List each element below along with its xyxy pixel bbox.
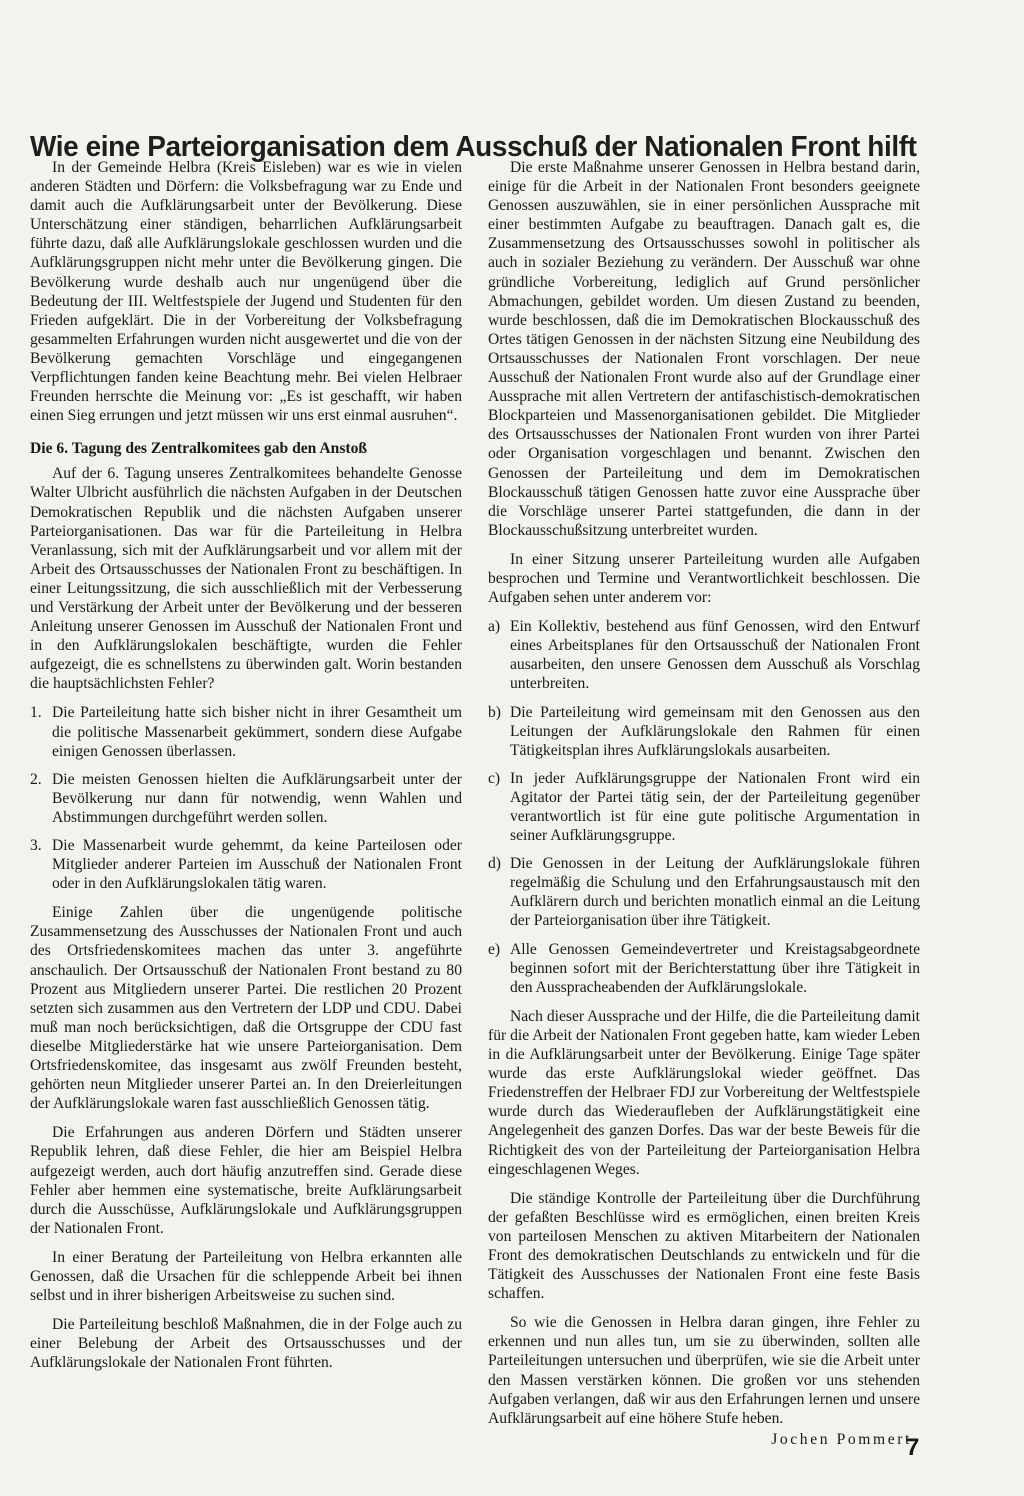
task-item xyxy=(488,940,920,997)
page-number: 7 xyxy=(906,1434,920,1461)
paragraph-erfahrungen: Die Erfahrungen aus anderen Dörfern und Städten unserer Republik lehren, daß diese Fehler, die hier am Beispiel Helbra aufgezeigt werden, auch dort häufig anzutreffen sind. Gerade diese Fehler aber hemmen eine systematische, breite Aufklärungsarbeit durch die Ausschüsse, Aufklärungslokale und Aufklärungsgruppen der Nationalen Front. xyxy=(30,1124,462,1237)
fault-text: Die Massenarbeit wurde gehemmt, da keine Parteilosen oder Mitglieder anderer Parteien im Ausschuß der Nationalen Front oder in den Aufklärungslokalen tätig waren. xyxy=(52,837,462,893)
author-signature: Jochen Pommert xyxy=(771,1430,912,1448)
task-marker: e) xyxy=(488,940,501,958)
right-column xyxy=(488,158,920,1449)
fault-marker: 3. xyxy=(30,837,42,854)
task-item xyxy=(488,617,920,693)
left-column xyxy=(30,158,462,1382)
task-text: Ein Kollektiv, bestehend aus fünf Genossen, wird den Entwurf eines Arbeitsplanes für den Ortsausschuß der Nationalen Front ausarbeiten, den unsere Genossen dem Ausschuß als Vorschlag unterbreiten. xyxy=(510,618,920,693)
intro-paragraph: In der Gemeinde Helbra (Kreis Eisleben) war es wie in vielen anderen Städten und Dörfern: die Volksbefragung war zu Ende und damit auch die Aufklärungsarbeit unter der Bevölkerung. Diese Unterschätzung einer ständigen, beharrlichen Aufklärungsarbeit führte dazu, daß alle Aufklärungslokale geschlossen wurden und die Aufklärungsgruppen nicht mehr unter die Bevölkerung gingen. Die Bevölkerung wurde deshalb auch nur ungenügend über die Bedeutung der III. Weltfestspiele der Jugend und Studenten für den Frieden aufgeklärt. Die in der Vorbereitung der Volksbefragung gesammelten Erfahrungen wurden nicht ausgewertet und die von der Bevölkerung gemachten Vorschläge und eingegangenen Verpflichtungen fanden keine Beachtung mehr. Bei vielen Helbraer Freunden herrschte die Meinung vor: „Es ist geschafft, wir haben einen Sieg errungen und jetzt müssen wir uns erst einmal ausruhen“. xyxy=(30,159,462,425)
fault-marker: 1. xyxy=(30,704,42,722)
task-item xyxy=(488,703,920,760)
task-item xyxy=(488,854,920,930)
task-text: Die Genossen in der Leitung der Aufklärungslokale führen regelmäßig die Schulung und den Erfahrungsaustausch mit den Aufklärern durch und berichten monatlich einmal an die Leitung der Parteiorganisation über ihre Tätigkeit. xyxy=(510,855,920,930)
paragraph-beratung: In einer Beratung der Parteileitung von Helbra erkannten alle Genossen, daß die Ursachen für die schleppende Arbeit bei ihnen selbst und in ihrer bisherigen Arbeitsweise zu suchen sind. xyxy=(30,1248,462,1305)
task-list xyxy=(488,617,920,997)
task-text: In jeder Aufklärungsgruppe der Nationalen Front wird ein Agitator der Partei tätig sein, der der Parteileitung gegenüber verantwortlich ist für eine gute politische Argumentation in seiner Aufklärungsgruppe. xyxy=(510,769,920,845)
task-marker: d) xyxy=(488,855,501,873)
fault-text: Die meisten Genossen hielten die Aufklärungsarbeit unter der Bevölkerung nur dann für notwendig, wenn Wahlen und Abstimmungen durchgeführt werden sollen. xyxy=(52,770,462,826)
paragraph-beschluss: Die Parteileitung beschloß Maßnahmen, die in der Folge auch zu einer Belebung der Arbeit des Ortsausschusses und der Aufklärungslokale der Nationalen Front führten. xyxy=(30,1316,462,1372)
paragraph-sitzung: In einer Sitzung unserer Parteileitung wurden alle Aufgaben besprochen und Termine und Verantwortlichkeit beschlossen. Die Aufgaben sehen unter anderem vor: xyxy=(488,550,920,607)
paragraph-zahlen: Einige Zahlen über die ungenügende politische Zusammensetzung des Ausschusses der Nationalen Front und auch des Ortsfriedenskomitees machen das unter 3. angeführte anschaulich. Der Ortsausschuß der Nationalen Front bestand zu 80 Prozent aus Mitgliedern unserer Partei. Die restlichen 20 Prozent setzten sich zusammen aus den Vertretern der LDP und CDU. Dabei muß man noch berücksichtigen, daß die Ortsgruppe der CDU fast dieselbe Mitgliederstärke hat wie unsere Parteiorganisation. Dem Ortsfriedenskomitee, das insgesamt aus zwölf Freunden besteht, gehörten neun Mitglieder unserer Partei an. In den Dreierleitungen der Aufklärungslokale waren fast ausschließlich Genossen tätig. xyxy=(30,904,462,1113)
fault-item xyxy=(30,770,462,827)
task-item xyxy=(488,769,920,845)
paragraph-massnahme: Die erste Maßnahme unserer Genossen in Helbra bestand darin, einige für die Arbeit in der Nationalen Front besonders geeignete Genossen auszuwählen, sie in einer persönlichen Aussprache mit einer bestimmten Aufgabe zu beauftragen. Danach galt es, die Zusammensetzung des Ortsausschusses sowohl in politischer als auch in sozialer Beziehung zu verändern. Der Ausschuß war ohne gründliche Vorbereitung, lediglich auf Grund persönlicher Abmachungen, gebildet worden. Um diesen Zustand zu beenden, wurde beschlossen, daß die im Demokratischen Blockausschuß des Ortes tätigen Genossen in der nächsten Sitzung eine Neubildung des Ortsausschusses der Nationalen Front vorschlagen. Der neue Ausschuß der Nationalen Front wurde also auf der Grundlage einer Aussprache mit allen Vertretern der antifaschistisch-demokratischen Blockparteien und Massenorganisationen gebildet. Die Mitglieder des Ortsausschusses der Nationalen Front wurden von ihrer Partei oder Organisation vorgeschlagen und benannt. Zwischen den Genossen der Parteileitung und dem im Demokratischen Blockausschuß tätigen Genossen hatte zuvor eine Aussprache über die Vorschläge unserer Partei stattgefunden, die dann in der Blockausschußsitzung unterbreitet wurden. xyxy=(488,159,920,539)
fault-item xyxy=(30,836,462,893)
task-text: Die Parteileitung wird gemeinsam mit den Genossen aus den Leitungen der Aufklärungslokale den Rahmen für einen Tätigkeitsplan ihres Aufklärungslokals ausarbeiten. xyxy=(510,703,920,759)
paragraph-nach: Nach dieser Aussprache und der Hilfe, die die Parteileitung damit für die Arbeit der Nationalen Front gegeben hatte, kam wieder Leben in die Aufklärungsarbeit unter der Bevölkerung. Einige Tage später wurde das erste Aufklärungslokal wieder geöffnet. Das Friedenstreffen der Helbraer FDJ zur Vorbereitung der Weltfestspiele wurde durch das Wiederaufleben der Aufklärungstätigkeit eine Angelegenheit des ganzen Dorfes. Das war der beste Beweis für die Richtigkeit des von der Parteileitung der Parteiorganisation Helbra eingeschlagenen Weges. xyxy=(488,1007,920,1178)
fault-text: Die Parteileitung hatte sich bisher nicht in ihrer Gesamtheit um die politische Massenarbeit gekümmert, sondern diese Aufgabe einigen Genossen überlassen. xyxy=(52,704,462,760)
task-text: Alle Genossen Gemeindevertreter und Kreistagsabgeordnete beginnen sofort mit der Berichterstattung über ihre Tätigkeit in den Ausspracheabenden der Aufklärungslokale. xyxy=(510,940,920,996)
fault-list xyxy=(30,703,462,893)
paragraph-tagung: Auf der 6. Tagung unseres Zentralkomitees behandelte Genosse Walter Ulbricht ausführlich die nächsten Aufgaben in der Deutschen Demokratischen Republik und die nächsten Aufgaben unserer Parteiorganisationen. Das war für die Parteileitung in Helbra Veranlassung, sich mit der Aufklärungsarbeit und vor allem mit der Arbeit des Ortsausschusses der Nationalen Front zu beschäftigen. In einer Leitungssitzung, die sich ausschließlich mit der Verbesserung und Verstärkung der Arbeit unter der Bevölkerung und der besseren Anleitung unserer Genossen im Ausschuß der Nationalen Front und in den Aufklärungslokalen beschäftigte, wurden die Fehler aufgezeigt, die es schnellstens zu überwinden galt. Worin bestanden die hauptsächlichsten Fehler? xyxy=(30,465,462,693)
fault-item xyxy=(30,703,462,760)
subheading: Die 6. Tagung des Zentralkomitees gab den Anstoß xyxy=(30,440,368,458)
task-marker: b) xyxy=(488,703,501,721)
paragraph-kontrolle: Die ständige Kontrolle der Parteileitung über die Durchführung der gefaßten Beschlüsse wird es ermöglichen, einen breiten Kreis von parteilosen Menschen zu aktiven Mitarbeitern der Nationalen Front des demokratischen Deutschlands zu entwickeln und für die Tätigkeit des Ausschusses der Nationalen Front eine feste Basis schaffen. xyxy=(488,1189,920,1303)
headline: Wie eine Parteiorganisation dem Ausschuß der Nationalen Front hilft xyxy=(30,131,917,164)
task-marker: c) xyxy=(488,769,501,787)
fault-marker: 2. xyxy=(30,770,42,788)
paragraph-sowie: So wie die Genossen in Helbra daran gingen, ihre Fehler zu erkennen und nun alles tun, um sie zu überwinden, sollten alle Parteileitungen untersuchen und überprüfen, wie sie die Arbeit unter den Massen verstärken können. Die großen vor uns stehenden Aufgaben verlangen, daß wir aus den Erfahrungen lernen und unsere Aufklärungsarbeit auf eine höhere Stufe heben. xyxy=(488,1314,920,1427)
task-marker: a) xyxy=(488,618,501,636)
